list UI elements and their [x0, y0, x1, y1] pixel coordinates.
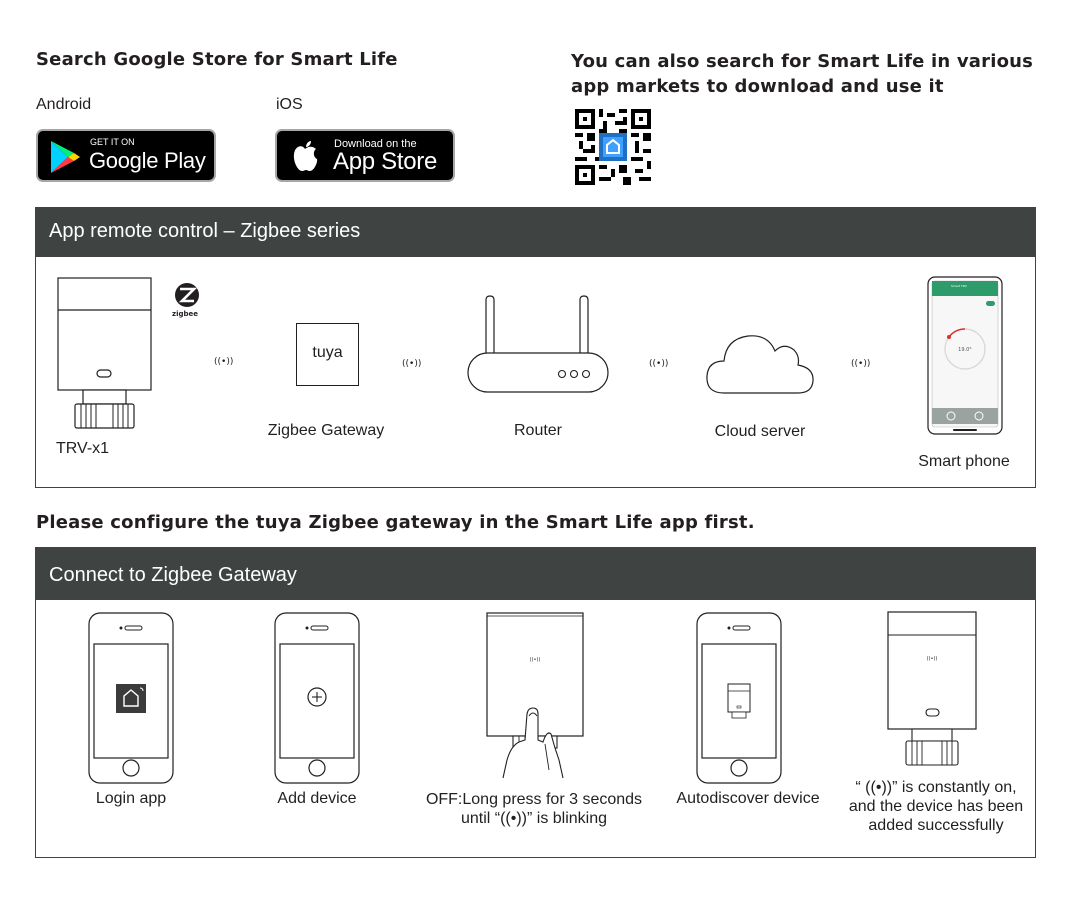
step-login-label: Login app	[95, 790, 167, 807]
store-search-heading: Search Google Store for Smart Life	[36, 49, 398, 70]
login-app-phone-illustration	[88, 612, 174, 784]
trv-device-illustration	[55, 276, 155, 431]
smart-phone-label: Smart phone	[918, 453, 1010, 470]
zigbee-logo-text: zigbee	[172, 310, 198, 318]
android-label: Android	[36, 96, 92, 113]
step-long-press-label	[405, 790, 663, 828]
google-play-big-text: Google Play	[89, 148, 206, 173]
google-play-icon	[48, 140, 82, 174]
app-markets-heading	[571, 49, 1033, 99]
phone-screen-title: Smart TRV	[951, 284, 967, 288]
add-device-phone-illustration	[274, 612, 360, 784]
step-done-line1: “ ((•))” is constantly on,	[855, 779, 1017, 796]
svg-text:((•)): ((•))	[529, 657, 541, 663]
signal-icon-1: ((•))	[214, 357, 234, 367]
cloud-server-label: Cloud server	[714, 423, 806, 440]
app-store-small-text: Download on the	[334, 138, 417, 150]
step-add-label: Add device	[277, 790, 357, 807]
autodiscover-phone-illustration	[696, 612, 782, 784]
app-markets-heading-line1: You can also search for Smart Life in various	[571, 51, 1034, 72]
router-illustration	[466, 293, 610, 395]
gateway-brand-text: tuya	[312, 344, 343, 361]
step-long-press-line2: until “((•))” is blinking	[460, 810, 608, 827]
gateway-label: Zigbee Gateway	[267, 422, 385, 439]
app-remote-control-title: App remote control – Zigbee series	[36, 208, 1035, 257]
smart-phone-illustration	[927, 276, 1003, 436]
step-done-label	[836, 778, 1036, 835]
qr-code	[575, 109, 651, 185]
cloud-server-illustration	[704, 324, 816, 396]
step-long-press-line1: OFF:Long press for 3 seconds	[425, 791, 643, 808]
google-play-badge[interactable]	[36, 129, 216, 182]
svg-text:((•)): ((•))	[926, 656, 938, 662]
svg-text:19.0°: 19.0°	[958, 347, 972, 353]
router-label: Router	[513, 422, 563, 439]
app-markets-heading-line2: app markets to download and use it	[571, 76, 944, 97]
signal-icon-4: ((•))	[851, 359, 871, 369]
ios-label: iOS	[276, 96, 303, 113]
apple-icon	[290, 140, 320, 174]
signal-icon-2: ((•))	[402, 359, 422, 369]
step-discover-label: Autodiscover device	[676, 790, 820, 807]
app-store-badge[interactable]	[275, 129, 455, 182]
signal-icon-3: ((•))	[649, 359, 669, 369]
google-play-small-text: GET IT ON	[90, 137, 135, 147]
config-note: Please configure the tuya Zigbee gateway in the Smart Life app first.	[36, 512, 755, 533]
long-press-device-illustration	[485, 610, 585, 780]
step-done-line3: added successfully	[868, 817, 1004, 834]
device-added-illustration	[886, 609, 978, 771]
step-done-line2: and the device has been	[848, 798, 1024, 815]
connect-gateway-title: Connect to Zigbee Gateway	[36, 548, 1035, 600]
trv-label: TRV-x1	[56, 440, 110, 457]
zigbee-gateway-illustration	[296, 323, 359, 386]
app-store-big-text: App Store	[333, 148, 438, 175]
